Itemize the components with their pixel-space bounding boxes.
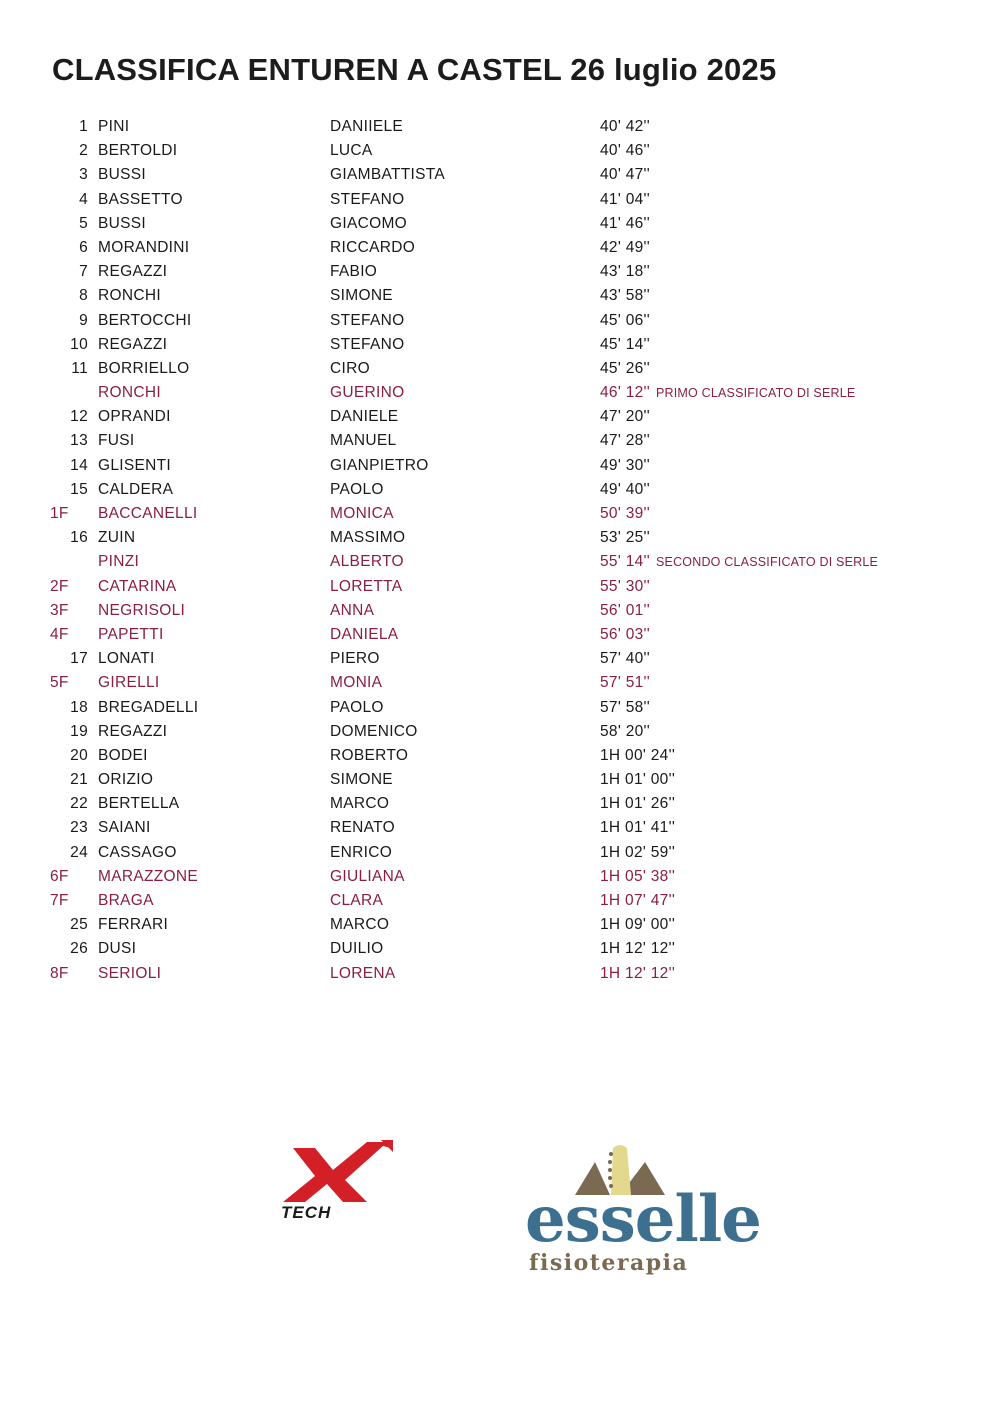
finish-time: 1H 05' 38''	[600, 867, 676, 885]
runner-name: MARCO	[330, 916, 390, 934]
runner-name: FABIO	[330, 263, 378, 281]
runner-name: LORETTA	[330, 577, 403, 595]
rank-position: 5F	[50, 674, 69, 692]
finish-time: 43' 58''	[600, 287, 651, 305]
runner-surname: BODEI	[98, 746, 148, 764]
ranking-row	[0, 768, 1000, 792]
rank-position: 1	[79, 118, 88, 135]
runner-name: STEFANO	[330, 335, 405, 353]
runner-surname: BUSSI	[98, 214, 147, 232]
runner-surname: BUSSI	[98, 166, 147, 184]
runner-surname: SERIOLI	[98, 964, 162, 982]
rank-position: 10	[70, 335, 88, 353]
runner-name: ANNA	[330, 601, 375, 619]
rank-position: 7F	[50, 892, 69, 909]
serle-note: SECONDO CLASSIFICATO DI SERLE	[656, 555, 879, 570]
runner-surname: MORANDINI	[98, 238, 190, 256]
rank-position: 16	[70, 529, 88, 547]
ranking-row	[0, 502, 1000, 526]
finish-time: 49' 40''	[600, 480, 651, 498]
runner-name: MASSIMO	[330, 529, 406, 547]
ranking-row	[0, 550, 1000, 574]
finish-time: 42' 49''	[600, 238, 651, 256]
rank-position: 25	[70, 916, 88, 934]
runner-surname: BACCANELLI	[98, 505, 198, 522]
runner-surname: DUSI	[98, 940, 137, 958]
ranking-row	[0, 236, 1000, 260]
runner-name: DANIELE	[330, 408, 399, 426]
runner-surname: PAPETTI	[98, 625, 164, 643]
finish-time: 1H 07' 47''	[600, 892, 676, 909]
finish-time: 1H 01' 26''	[600, 795, 676, 813]
finish-time: 53' 25''	[600, 529, 651, 547]
runner-name: GUERINO	[330, 384, 405, 402]
rank-position: 13	[70, 432, 88, 450]
ranking-row	[0, 623, 1000, 647]
rank-position: 15	[70, 480, 88, 498]
finish-time: 56' 01''	[600, 601, 651, 619]
runner-surname: BERTOLDI	[98, 142, 178, 160]
rank-position: 18	[70, 698, 88, 716]
rank-position: 2	[79, 142, 88, 160]
rank-position: 19	[70, 722, 88, 740]
ranking-row	[0, 405, 1000, 429]
runner-surname: LONATI	[98, 650, 155, 668]
ranking-row	[0, 139, 1000, 163]
finish-time: 56' 03''	[600, 625, 651, 643]
runner-surname: ZUIN	[98, 529, 136, 547]
finish-time: 41' 04''	[600, 190, 651, 208]
rank-position: 7	[79, 263, 88, 281]
finish-time: 55' 14''	[600, 553, 651, 571]
runner-name: PIERO	[330, 650, 380, 668]
runner-surname: RONCHI	[98, 287, 161, 305]
xtech-logo	[275, 1140, 400, 1220]
rank-position: 21	[70, 771, 88, 789]
runner-surname: REGAZZI	[98, 335, 168, 353]
finish-time: 40' 46''	[600, 142, 651, 160]
runner-surname: RONCHI	[98, 384, 161, 402]
rank-position: 1F	[50, 505, 69, 522]
ranking-row	[0, 115, 1000, 139]
finish-time: 57' 51''	[600, 674, 651, 692]
runner-name: PAOLO	[330, 480, 384, 498]
ranking-row	[0, 913, 1000, 937]
runner-surname: PINZI	[98, 553, 140, 571]
rank-position: 4F	[50, 625, 69, 643]
finish-time: 45' 06''	[600, 311, 651, 329]
rank-position: 14	[70, 456, 88, 474]
finish-time: 1H 09' 00''	[600, 916, 676, 934]
runner-name: DANIELA	[330, 625, 399, 643]
rank-position: 23	[70, 819, 88, 837]
runner-surname: BERTELLA	[98, 795, 180, 813]
rank-position: 20	[70, 746, 88, 764]
runner-surname: BRAGA	[98, 892, 154, 909]
runner-surname: PINI	[98, 118, 130, 135]
finish-time: 57' 58''	[600, 698, 651, 716]
ranking-row	[0, 212, 1000, 236]
ranking-row	[0, 962, 1000, 986]
ranking-row	[0, 260, 1000, 284]
rank-position: 9	[79, 311, 88, 329]
ranking-row	[0, 744, 1000, 768]
finish-time: 40' 42''	[600, 118, 651, 135]
ranking-row	[0, 188, 1000, 212]
finish-time: 49' 30''	[600, 456, 651, 474]
ranking-row	[0, 792, 1000, 816]
finish-time: 45' 14''	[600, 335, 651, 353]
runner-name: MANUEL	[330, 432, 397, 450]
rank-position: 4	[79, 190, 88, 208]
finish-time: 58' 20''	[600, 722, 651, 740]
rank-position: 6F	[50, 867, 69, 885]
runner-name: DANIIELE	[330, 118, 404, 135]
rank-position: 12	[70, 408, 88, 426]
ranking-row	[0, 865, 1000, 889]
runner-surname: CASSAGO	[98, 843, 177, 861]
rank-position: 6	[79, 238, 88, 256]
runner-surname: BREGADELLI	[98, 698, 199, 716]
ranking-row	[0, 937, 1000, 961]
runner-name: RENATO	[330, 819, 395, 837]
rank-position: 2F	[50, 577, 69, 595]
page-title: CLASSIFICA ENTUREN A CASTEL 26 luglio 2025	[52, 52, 777, 87]
ranking-row	[0, 454, 1000, 478]
runner-surname: REGAZZI	[98, 263, 168, 281]
runner-name: GIANPIETRO	[330, 456, 429, 474]
finish-time: 55' 30''	[600, 577, 651, 595]
runner-surname: FERRARI	[98, 916, 169, 934]
runner-surname: FUSI	[98, 432, 135, 450]
rank-position: 3	[79, 166, 88, 184]
ranking-row	[0, 478, 1000, 502]
finish-time: 43' 18''	[600, 263, 651, 281]
ranking-row	[0, 309, 1000, 333]
runner-name: MONIA	[330, 674, 383, 692]
ranking-row	[0, 163, 1000, 187]
esselle-wordmark: esselle	[525, 1182, 761, 1257]
finish-time: 45' 26''	[600, 359, 651, 377]
ranking-row	[0, 816, 1000, 840]
rank-position: 24	[70, 843, 88, 861]
finish-time: 1H 01' 00''	[600, 771, 676, 789]
ranking-row	[0, 599, 1000, 623]
runner-name: LUCA	[330, 142, 373, 160]
runner-name: GIAMBATTISTA	[330, 166, 445, 184]
runner-name: PAOLO	[330, 698, 384, 716]
runner-surname: SAIANI	[98, 819, 151, 837]
sponsor-logos	[0, 1130, 1000, 1310]
ranking-row	[0, 841, 1000, 865]
ranking-row	[0, 696, 1000, 720]
finish-time: 1H 02' 59''	[600, 843, 676, 861]
serle-note: PRIMO CLASSIFICATO DI SERLE	[656, 386, 856, 401]
finish-time: 40' 47''	[600, 166, 651, 184]
runner-name: LORENA	[330, 964, 396, 982]
runner-surname: NEGRISOLI	[98, 601, 186, 619]
ranking-row	[0, 671, 1000, 695]
runner-name: GIULIANA	[330, 867, 405, 885]
ranking-row	[0, 647, 1000, 671]
finish-time: 50' 39''	[600, 505, 651, 522]
runner-surname: BASSETTO	[98, 190, 183, 208]
ranking-row	[0, 526, 1000, 550]
ranking-row	[0, 357, 1000, 381]
runner-name: ROBERTO	[330, 746, 409, 764]
runner-name: MARCO	[330, 795, 390, 813]
runner-surname: REGAZZI	[98, 722, 168, 740]
finish-time: 41' 46''	[600, 214, 651, 232]
runner-name: ENRICO	[330, 843, 393, 861]
ranking-row	[0, 333, 1000, 357]
ranking-row	[0, 575, 1000, 599]
ranking-row	[0, 381, 1000, 405]
runner-surname: CATARINA	[98, 577, 177, 595]
finish-time: 1H 00' 24''	[600, 746, 676, 764]
finish-time: 47' 20''	[600, 408, 651, 426]
runner-surname: GLISENTI	[98, 456, 172, 474]
runner-name: CIRO	[330, 359, 370, 377]
esselle-logo	[525, 1140, 815, 1275]
ranking-table	[0, 115, 1000, 986]
runner-name: ALBERTO	[330, 553, 404, 571]
rank-position: 11	[71, 359, 88, 377]
runner-surname: BORRIELLO	[98, 359, 190, 377]
ranking-row	[0, 284, 1000, 308]
runner-surname: OPRANDI	[98, 408, 171, 426]
runner-name: MONICA	[330, 505, 394, 522]
runner-surname: GIRELLI	[98, 674, 160, 692]
finish-time: 1H 01' 41''	[600, 819, 676, 837]
runner-name: CLARA	[330, 892, 384, 909]
runner-surname: MARAZZONE	[98, 867, 199, 885]
rank-position: 17	[70, 650, 88, 668]
xtech-logo-text: TECH	[281, 1203, 332, 1220]
runner-name: SIMONE	[330, 287, 393, 305]
rank-position: 26	[70, 940, 88, 958]
finish-time: 47' 28''	[600, 432, 651, 450]
runner-name: STEFANO	[330, 190, 405, 208]
ranking-row	[0, 889, 1000, 913]
runner-name: SIMONE	[330, 771, 393, 789]
runner-surname: BERTOCCHI	[98, 311, 192, 329]
rank-position: 22	[70, 795, 88, 813]
ranking-row	[0, 720, 1000, 744]
runner-name: GIACOMO	[330, 214, 408, 232]
finish-time: 1H 12' 12''	[600, 964, 676, 982]
runner-name: DUILIO	[330, 940, 384, 958]
runner-surname: ORIZIO	[98, 771, 154, 789]
runner-surname: CALDERA	[98, 480, 174, 498]
rank-position: 3F	[50, 601, 69, 619]
runner-name: DOMENICO	[330, 722, 418, 740]
ranking-row	[0, 429, 1000, 453]
rank-position: 8	[79, 287, 88, 305]
finish-time: 57' 40''	[600, 650, 651, 668]
runner-name: STEFANO	[330, 311, 405, 329]
finish-time: 1H 12' 12''	[600, 940, 676, 958]
runner-name: RICCARDO	[330, 238, 416, 256]
esselle-subtitle: fisioterapia	[529, 1250, 689, 1276]
rank-position: 8F	[50, 964, 69, 982]
rank-position: 5	[79, 214, 88, 232]
finish-time: 46' 12''	[600, 384, 651, 402]
